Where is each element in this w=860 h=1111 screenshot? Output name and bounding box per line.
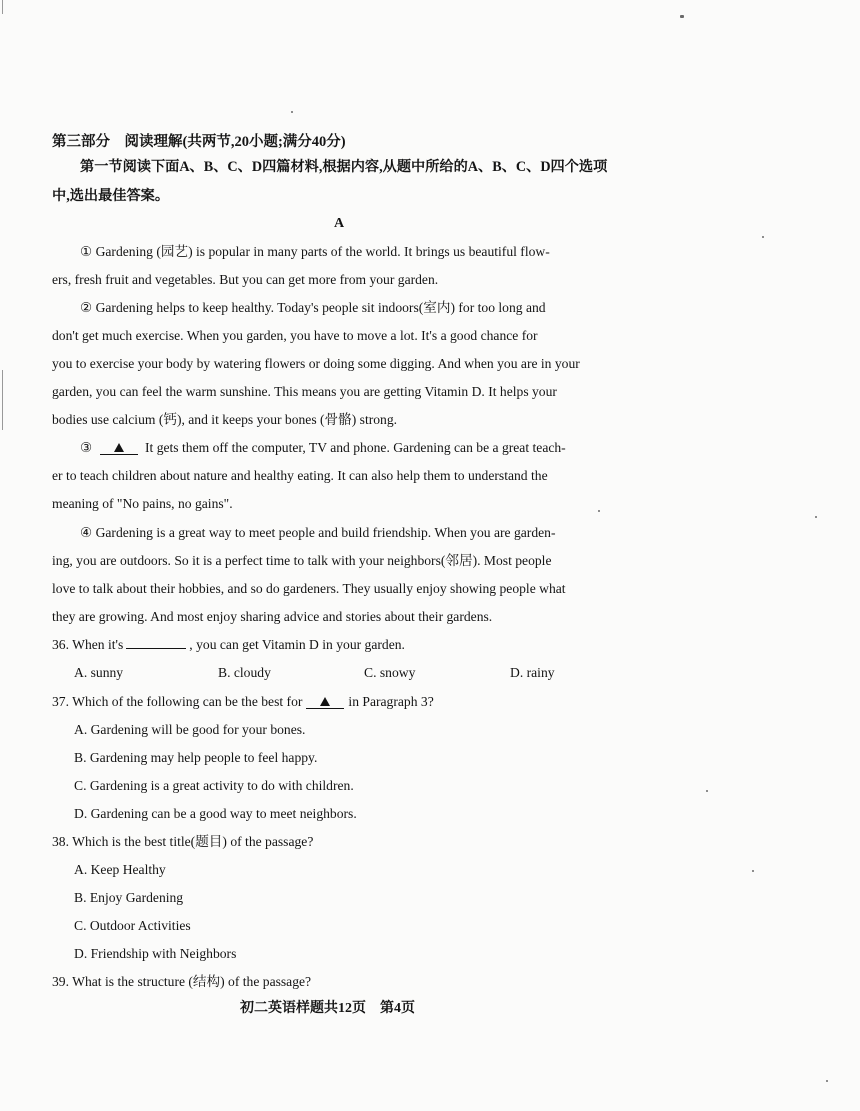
triangle-icon: [320, 697, 330, 706]
question-36: [52, 636, 405, 654]
paragraph-2-line-5: bodies use calcium (钙), and it keeps your bones (骨骼) strong.: [52, 412, 398, 427]
paragraph-2-line-4: garden, you can feel the warm sunshine. This means you are getting Vitamin D. It helps your: [52, 384, 557, 399]
option-c: C. Outdoor Activities: [74, 918, 191, 933]
option-a: A. sunny: [74, 665, 124, 680]
option-b: B. Gardening may help people to feel happy.: [74, 750, 318, 765]
section-title: 第三部分 阅读理解(共两节,20小题;满分40分): [52, 134, 346, 150]
paragraph-4-line-4: they are growing. And most enjoy sharing advice and stories about their gardens.: [52, 609, 493, 624]
option-c: C. snowy: [364, 665, 416, 680]
paragraph-1-line-2: ers, fresh fruit and vegetables. But you can get more from your garden.: [52, 272, 439, 287]
option-b: B. cloudy: [218, 665, 271, 680]
triangle-icon: [114, 443, 124, 452]
instruction-line-2: 中,选出最佳答案。: [52, 188, 170, 204]
paragraph-4-line-3: love to talk about their hobbies, and so do gardeners. They usually enjoy showing people what: [52, 581, 566, 596]
question-37-text-a: 37. Which of the following can be the best for: [52, 694, 303, 709]
scan-speck: [826, 1080, 828, 1082]
question-36-text-a: 36. When it's: [52, 637, 124, 652]
question-36-text-b: , you can get Vitamin D in your garden.: [189, 637, 405, 652]
question-38: 38. Which is the best title(题目) of the passage?: [52, 834, 314, 849]
passage-label: A: [334, 216, 345, 231]
paragraph-3-line-3: meaning of "No pains, no gains".: [52, 496, 233, 511]
question-39: 39. What is the structure (结构) of the passage?: [52, 974, 312, 989]
answer-blank: [306, 696, 344, 709]
question-36-options: [74, 665, 594, 683]
paragraph-2-line-2: don't get much exercise. When you garden, you have to move a lot. It's a good chance for: [52, 328, 538, 343]
scan-edge-mark: [2, 0, 3, 14]
paragraph-3-line-1: [52, 439, 660, 457]
paragraph-3-line-2: er to teach children about nature and healthy eating. It can also help them to understand the: [52, 468, 548, 483]
paragraph-3-text: It gets them off the computer, TV and phone. Gardening can be a great teach-: [145, 440, 566, 455]
option-d: D. Friendship with Neighbors: [74, 946, 237, 961]
scan-speck: [291, 111, 293, 113]
answer-blank: [126, 636, 186, 649]
paragraph-3-number: ③: [80, 440, 93, 455]
option-c: C. Gardening is a great activity to do with children.: [74, 778, 354, 793]
paragraph-1-line-1: ① Gardening (园艺) is popular in many parts of the world. It brings us beautiful flow-: [80, 244, 550, 259]
paragraph-2-line-1: ② Gardening helps to keep healthy. Today's people sit indoors(室内) for too long and: [80, 300, 546, 315]
option-b: B. Enjoy Gardening: [74, 890, 184, 905]
page-footer: 初二英语样题共12页 第4页: [240, 1001, 415, 1016]
scan-speck: [752, 870, 754, 872]
option-a: A. Gardening will be good for your bones.: [74, 722, 306, 737]
paragraph-4-line-1: ④ Gardening is a great way to meet people and build friendship. When you are garden-: [80, 525, 556, 540]
paragraph-2-line-3: you to exercise your body by watering flowers or doing some digging. And when you are in your: [52, 356, 580, 371]
scan-speck: [815, 516, 817, 518]
paragraph-4-line-2: ing, you are outdoors. So it is a perfect time to talk with your neighbors(邻居). Most people: [52, 553, 552, 568]
question-37: [52, 693, 434, 711]
option-d: D. rainy: [510, 665, 555, 680]
option-a: A. Keep Healthy: [74, 862, 166, 877]
option-d: D. Gardening can be a good way to meet neighbors.: [74, 806, 357, 821]
question-37-text-b: in Paragraph 3?: [348, 694, 434, 709]
scan-edge-mark: [2, 370, 3, 430]
scan-speck: [762, 236, 764, 238]
answer-blank: [100, 442, 138, 455]
scan-speck: [680, 15, 684, 18]
instruction-line-1: 第一节阅读下面A、B、C、D四篇材料,根据内容,从题中所给的A、B、C、D四个选项: [80, 159, 608, 175]
scan-speck: [706, 790, 708, 792]
